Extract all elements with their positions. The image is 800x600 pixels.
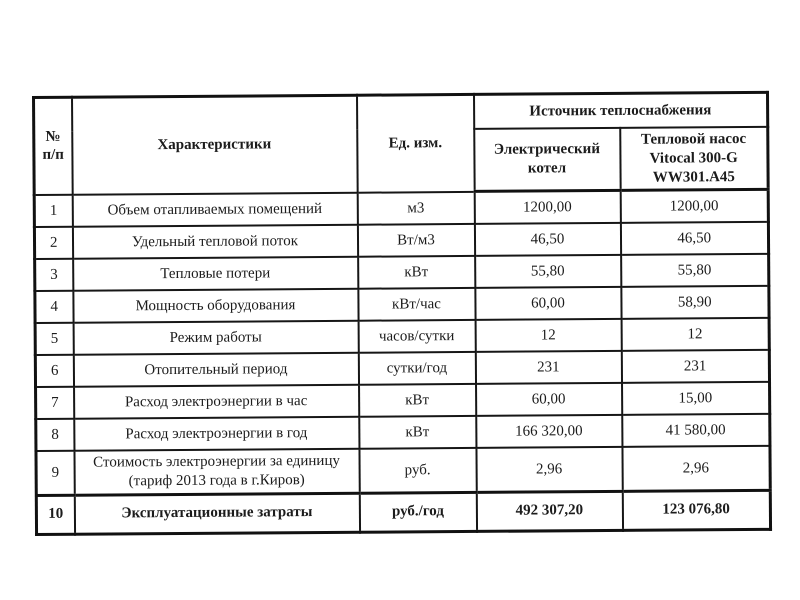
pump-value-cell: 2,96 [622,446,770,491]
unit-cell: кВт [358,256,475,289]
table-row [36,490,770,534]
unit-cell: кВт [359,384,476,417]
characteristic-cell: Стоимость электроэнергии за единицу (тариф 2013 года в г.Киров) [74,449,359,495]
boiler-value-cell: 1200,00 [474,191,620,225]
unit-cell: руб. [359,448,476,493]
row-number-cell: 5 [35,323,73,355]
pump-value-cell: 12 [621,318,769,351]
unit-cell: часов/сутки [358,320,475,353]
header-heat-source-group: Источник теплоснабжения [473,92,767,129]
unit-cell: Вт/м3 [357,224,474,257]
row-number-cell: 7 [36,387,74,419]
pump-value-cell: 55,80 [621,254,769,287]
characteristic-cell: Мощность оборудования [73,289,358,323]
comparison-table-wrapper [32,91,769,536]
pump-value-cell: 1200,00 [620,190,768,224]
pump-value-cell: 231 [621,350,769,383]
table-row [34,222,768,259]
pump-value-cell: 123 076,80 [622,490,770,530]
boiler-value-cell: 2,96 [476,447,622,492]
table-row [35,254,769,291]
heat-supply-comparison-table [32,91,772,536]
characteristic-cell: Удельный тепловой поток [72,225,357,259]
table-row [34,190,768,228]
pump-value-cell: 41 580,00 [622,414,770,447]
boiler-value-cell: 60,00 [475,287,621,320]
characteristic-cell: Режим работы [73,321,358,355]
characteristic-cell: Отопительный период [73,353,358,387]
characteristic-cell: Расход электроэнергии в год [74,417,359,451]
header-row-top [34,92,768,132]
row-number-cell: 2 [34,227,72,259]
boiler-value-cell: 55,80 [475,255,621,288]
row-number-cell: 8 [36,419,74,451]
header-characteristics: Характеристики [72,95,358,194]
row-number-cell: 3 [35,259,73,291]
table-row [36,382,770,419]
characteristic-cell: Тепловые потери [73,257,358,291]
table-body [34,190,770,535]
boiler-value-cell: 166 320,00 [476,415,622,448]
boiler-value-cell: 12 [475,319,621,352]
pump-value-cell: 15,00 [622,382,770,415]
unit-cell: кВт [359,416,476,449]
unit-cell: руб./год [359,492,476,532]
pump-value-cell: 46,50 [620,222,768,255]
boiler-value-cell: 60,00 [476,383,622,416]
row-number-cell: 1 [34,194,72,227]
characteristic-cell: Расход электроэнергии в час [74,385,359,419]
header-heat-pump: Тепловой насос Vitocal 300-G WW301.A45 [620,127,768,191]
header-electric-boiler: Электрический котел [474,128,620,192]
header-row-number: № п/п [34,97,73,195]
characteristic-cell: Эксплуатационные затраты [74,493,359,534]
boiler-value-cell: 492 307,20 [476,491,622,531]
row-number-cell: 4 [35,291,73,323]
table-row [35,318,769,355]
row-number-cell: 9 [36,451,74,495]
row-number-cell: 6 [35,355,73,387]
row-number-cell: 10 [36,495,74,534]
table-row [36,414,770,451]
table-row [35,350,769,387]
table-header [34,92,769,194]
unit-cell: сутки/год [358,352,475,385]
boiler-value-cell: 231 [475,351,621,384]
table-row [35,286,769,323]
unit-cell: м3 [357,192,474,225]
header-unit: Ед. изм. [357,94,475,192]
boiler-value-cell: 46,50 [474,223,620,256]
table-row [36,446,770,495]
unit-cell: кВт/час [358,288,475,321]
pump-value-cell: 58,90 [621,286,769,319]
characteristic-cell: Объем отапливаемых помещений [72,192,357,226]
